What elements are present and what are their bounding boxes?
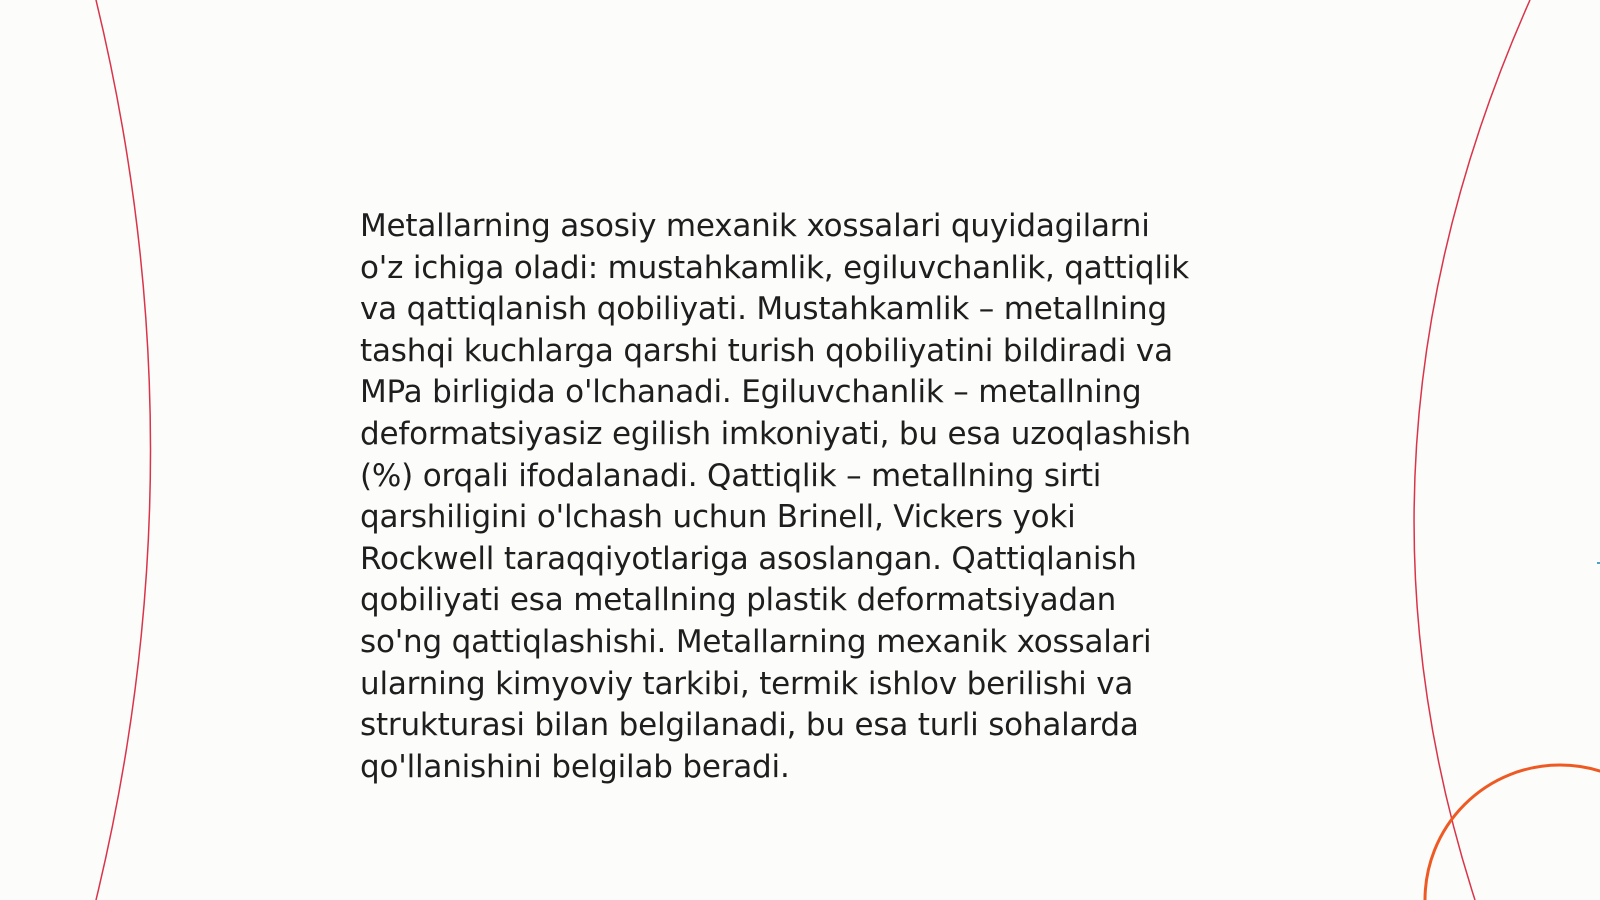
orange-circle-outline bbox=[1425, 765, 1600, 900]
left-curve-line bbox=[96, 0, 151, 900]
slide-body-text: Metallarning asosiy mexanik xossalari quyidagilarni o'z ichiga oladi: mustahkamlik, egiluvchanlik, qattiqlik va qattiqlanish qobiliyati. Mustahkamlik – metallning tashqi kuchlarga qarshi turish qobiliyatini bildiradi va MPa birligida o'lchanadi. Egiluvchanlik – metallning deformatsiyasiz egilish imkoniyati, bu esa uzoqlashish (%) orqali ifodalanadi. Qattiqlik – metallning sirti qarshiligini o'lchash uchun Brinell, Vickers yoki Rockwell taraqqiyotlariga asoslangan. Qattiqlanish qobiliyati esa metallning plastik deformatsiyadan so'ng qattiqlashishi. Metallarning mexanik xossalari ularning kimyoviy tarkibi, termik ishlov berilishi va strukturasi bilan belgilanadi, bu esa turli sohalarda qo'llanishini belgilab beradi. bbox=[360, 208, 1191, 785]
right-curve-line bbox=[1414, 0, 1530, 900]
